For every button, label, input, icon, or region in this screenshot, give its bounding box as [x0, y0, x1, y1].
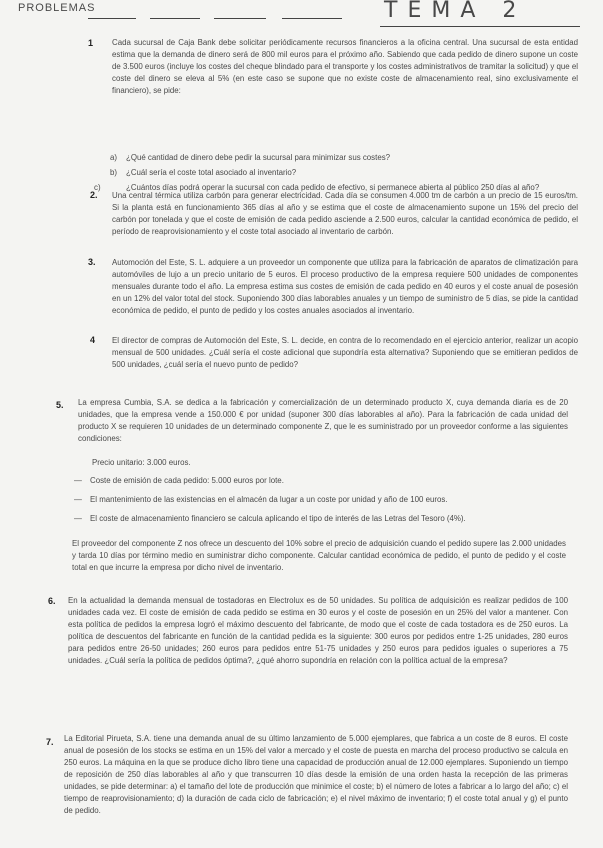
problem-number: 5.: [56, 400, 64, 410]
problem-5-line-financial: [74, 513, 564, 525]
problem-5-after-text: El proveedor del componente Z nos ofrece un descuento del 10% sobre el precio de adquisición cuando el pedido supere las 2.000 unidades y tarda 10 días por término medio en suministrar dicho componente. Calcular cantidad económica de pedido, el punto de pedido y el coste total en que incurre la empresa por dicho nivel de inventario.: [72, 539, 566, 572]
problem-5-text: La empresa Cumbia, S.A. se dedica a la fabricación y comercialización de un determinado producto X, cuya demanda diaria es de 20 unidades, que la empresa vende a 150.000 € por unidad (suponer 300 días laborables al año). Para la fabricación de cada unidad del producto X se requieren 10 unidades de un determinado componente Z, que le es suministrado por un proveedor conforme a las siguientes condiciones:: [78, 398, 568, 443]
problem-7-text: La Editorial Pirueta, S.A. tiene una demanda anual de su último lanzamiento de 5.000 ejemplares, que fabrica a un coste de 8 euros. El coste anual de posesión de los stocks se estima en un 15% del valor a mercado y el coste de puesta en marcha del proceso productivo se calcula en 250 euros. La máquina en la que se produce dicho libro tiene una capacidad de producción anual de 12.000 ejemplares. Suponiendo un tiempo de reposición de 250 días laborables al año y que transcurren 10 días desde la emisión de una orden hasta la recepción de las primeras unidades, se pide determinar: a) el tamaño del lote de producción que minimice el coste; b) el número de lotes a fabricar a lo largo del año; c) el tiempo de reaprovisionamiento; d) la duración de cada ciclo de fabricación; e) el nivel máximo de inventario; f) el coste total anual y g) el punto de pedido.: [64, 734, 568, 815]
problem-number: 2.: [90, 190, 98, 200]
bullet-dash: —: [74, 495, 82, 504]
problem-number: 3.: [88, 257, 96, 267]
problem-number: 1: [88, 38, 94, 48]
header-blank-line: [88, 18, 136, 19]
problem-3-text: Automoción del Este, S. L. adquiere a un proveedor un componente que utiliza para la fabricación de aparatos de climatización para automóviles de lujo a un precio unitario de 5 euros. El proceso productivo de la empresa requiere 500 unidades de componentes mensuales durante todo el año. La empresa estima sus costes de emisión de cada pedido en 40 euros y el coste anual de posesión en un 12% del valor total del stock. Suponiendo 300 días laborables anuales y un tiempo de suministro de 5 días, se pide la cantidad económica de pedido, el punto de pedido y los costes anuales asociados al inventario.: [112, 258, 578, 315]
header-underline: [380, 26, 580, 27]
problem-number: 7.: [46, 737, 54, 747]
bullet-dash: —: [74, 514, 82, 523]
item-label: c): [94, 183, 101, 192]
problem-4-text: El director de compras de Automoción del Este, S. L. decide, en contra de lo recomendado en el ejercicio anterior, realizar un acopio mensual de 500 unidades. ¿Cuál sería el coste adicional que supondría esta alternativa? Suponiendo que se emitieran pedidos de 500 unidades, ¿cuál sería el nuevo punto de pedido?: [112, 336, 578, 369]
bullet-dash: —: [74, 476, 82, 485]
problem-number: 6.: [48, 596, 56, 606]
problem-5-line-emission: [74, 475, 564, 487]
item-text: ¿Cuál sería el coste total asociado al inventario?: [126, 168, 297, 177]
header-blank-line: [282, 18, 342, 19]
header-tema: TEMA 2: [384, 0, 527, 23]
problem-6-text: En la actualidad la demanda mensual de tostadoras en Electrolux es de 50 unidades. Su política de adquisición es realizar pedidos de 100 unidades cada vez. El coste de emisión de cada pedido se estima en 30 euros y el coste de posesión en un 25% del valor a mantener. Con esta política de pedidos la empresa logró el máximo descuento del fabricante, de modo que el coste de cada tostadora es de 250 euros. La política de descuentos del fabricante en función de la cantidad pedida es la siguiente: 300 euros por pedidos entre 1-25 unidades, 280 euros para pedidos entre 26-50 unidades; 260 euros para pedidos entre 51-75 unidades y 250 euros para pedidos iguales o superiores a 75 unidades. ¿Cuál sería la política de pedidos óptima?, ¿qué ahorro supondría en relación con la política actual de la empresa?: [68, 596, 568, 665]
problem-5-line-maintenance: [74, 494, 564, 506]
problem-1-item-a: [110, 152, 578, 164]
problem-1-item-b: [110, 167, 578, 179]
item-text: ¿Qué cantidad de dinero debe pedir la sucursal para minimizar sus costes?: [126, 153, 391, 162]
header-blank-line: [150, 18, 200, 19]
problem-2-text: Una central térmica utiliza carbón para generar electricidad. Cada día se consumen 4.000 tm de carbón a un precio de 15 euros/tm. Si la planta está en funcionamiento 365 días al año y se estima que el coste de almacenamiento supone un 15% del precio del carbón por tonelada y que el coste de emisión de cada pedido asciende a 2.500 euros, calcular la cantidad económica de pedido, el período de reaprovisionamiento y el coste total asociado al inventario de carbón.: [112, 191, 578, 236]
problem-5-line-price: [92, 457, 562, 469]
line-text: El mantenimiento de las existencias en el almacén da lugar a un coste por unidad y año de 100 euros.: [90, 495, 448, 504]
line-text: Precio unitario: 3.000 euros.: [92, 458, 191, 467]
item-label: a): [110, 153, 118, 162]
problem-1-text: Cada sucursal de Caja Bank debe solicitar periódicamente recursos financieros a la oficina central. Una sucursal de esta entidad estima que la demanda de dinero será de 800 mil euros para el próximo año. Sabiendo que cada pedido de dinero supone un coste de 3.500 euros (incluye los costes del cheque blindado para el transporte y los costes administrativos de tramitar la solicitud) y que el coste del dinero se eleva al 5% (en este caso se supone que no existe coste de almacenamiento real, sino exclusivamente el financiero), se pide:: [112, 38, 578, 95]
problem-number: 4: [90, 335, 96, 345]
item-text: ¿Cuántos días podrá operar la sucursal con cada pedido de efectivo, si permanece abierta al público 250 días al año?: [126, 183, 540, 192]
header-blank-line: [214, 18, 266, 19]
line-text: El coste de almacenamiento financiero se calcula aplicando el tipo de interés de las Letras del Tesoro (4%).: [90, 514, 466, 523]
header-problemas: PROBLEMAS: [18, 2, 96, 14]
item-label: b): [110, 168, 118, 177]
line-text: Coste de emisión de cada pedido: 5.000 euros por lote.: [90, 476, 284, 485]
